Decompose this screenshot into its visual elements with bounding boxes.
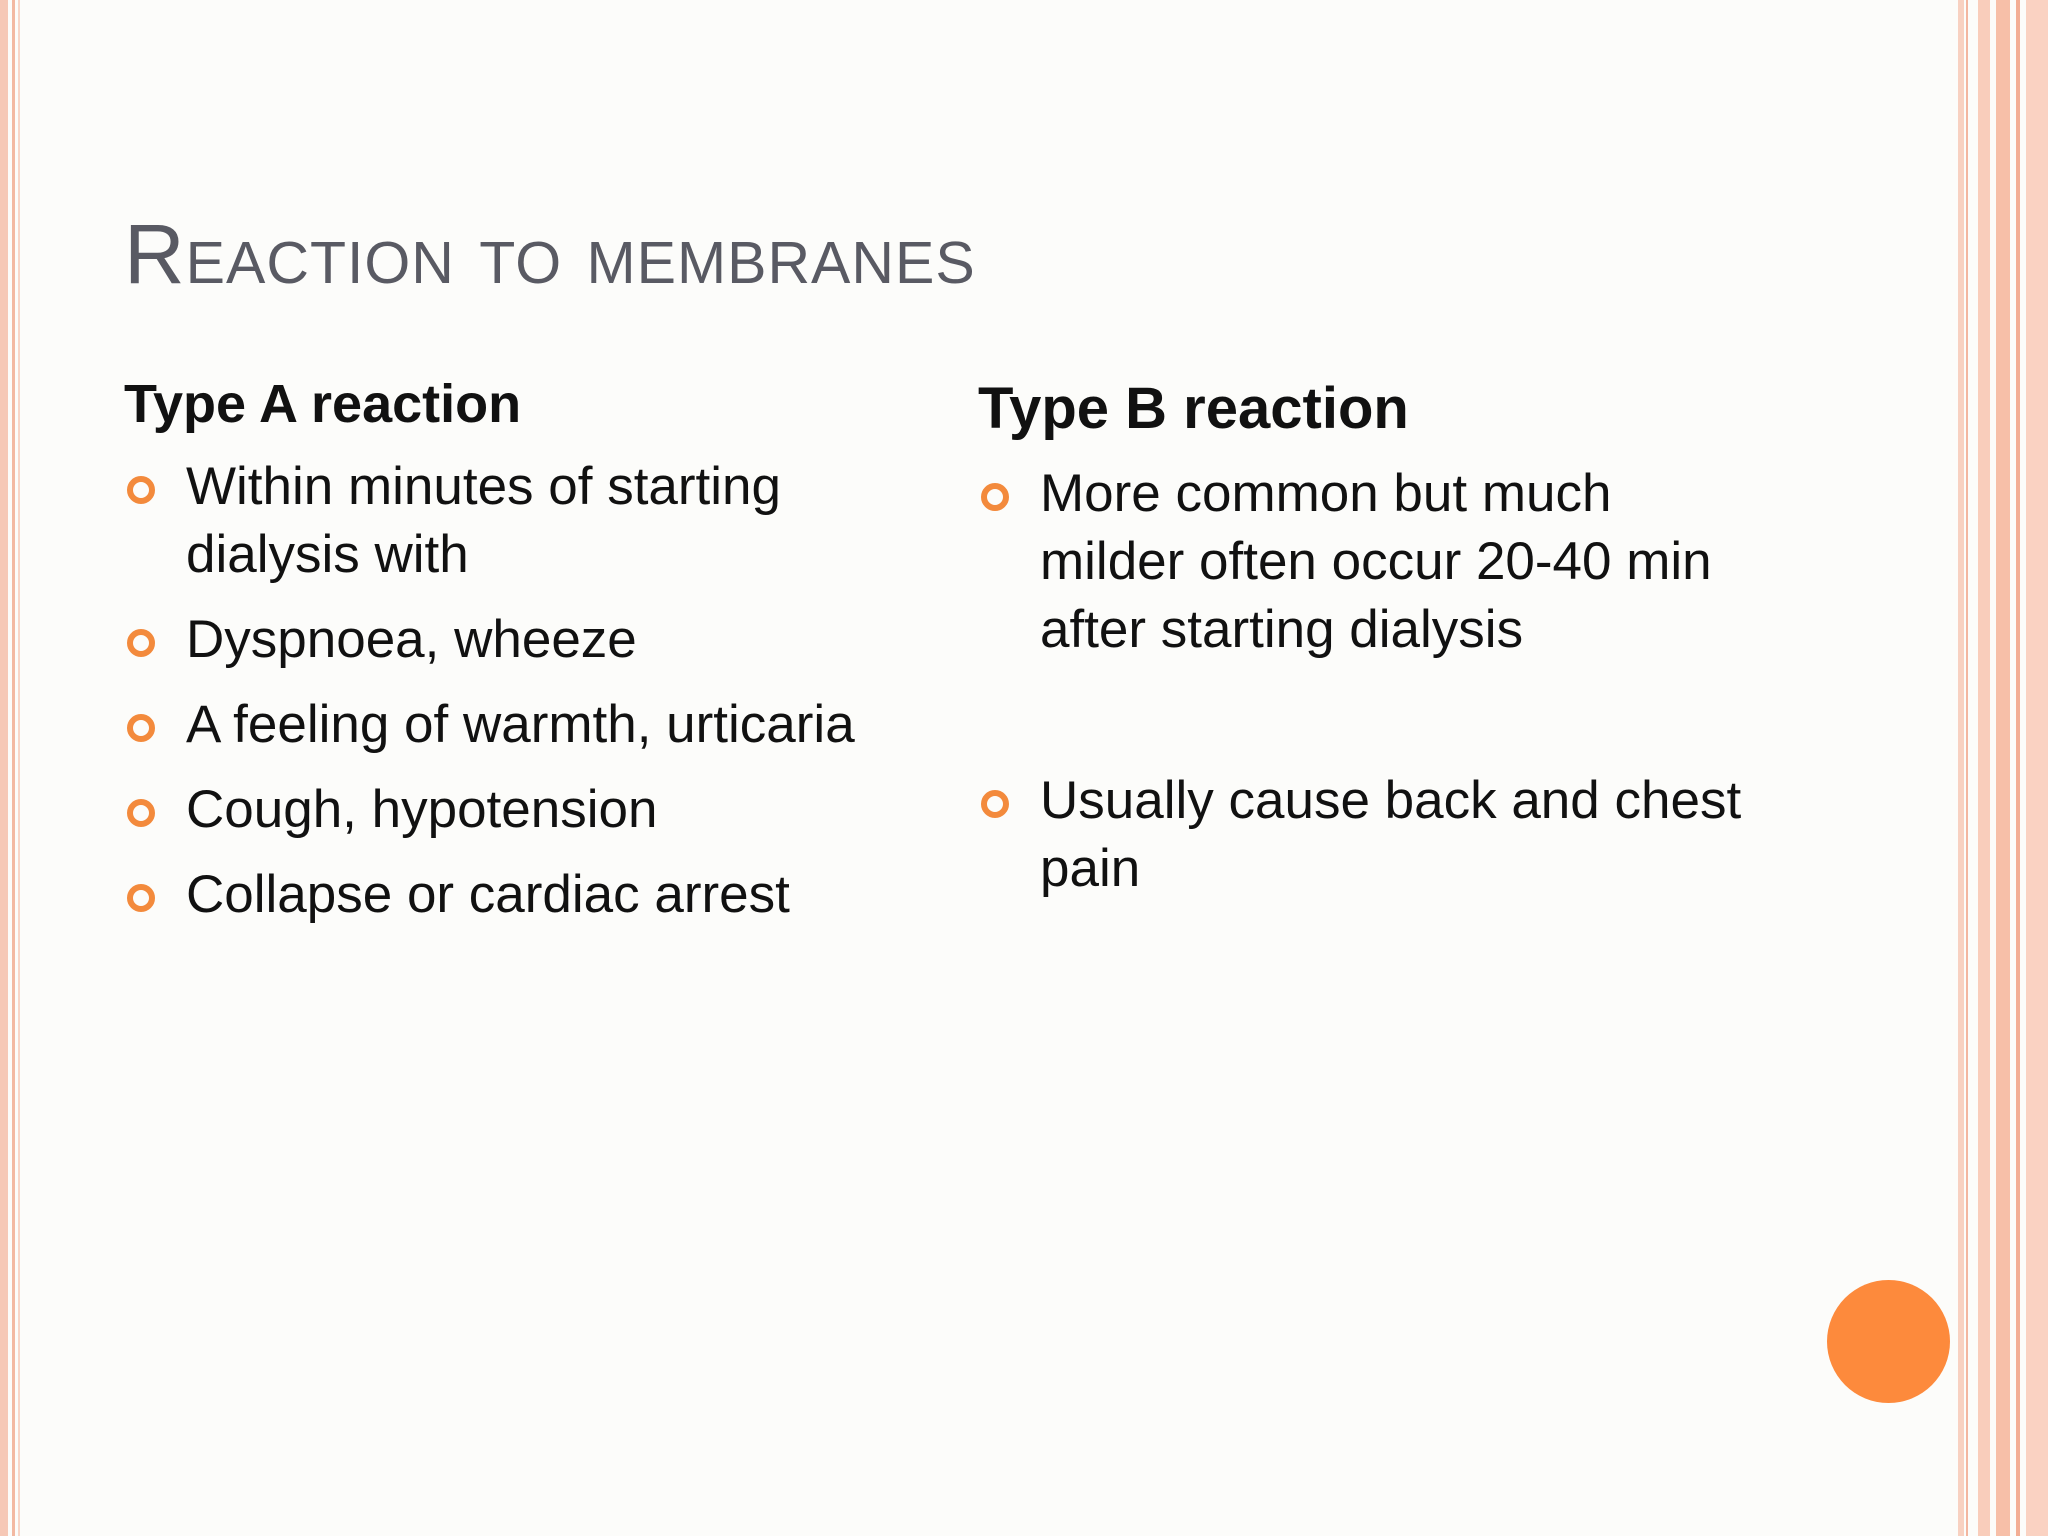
list-item-text: Dyspnoea, wheeze	[186, 609, 637, 669]
list-item	[124, 691, 884, 759]
hollow-circle-bullet-icon	[127, 799, 155, 827]
list-item	[124, 861, 884, 929]
list-item-text: More common but much milder often occur 20-40 min after starting dialysis	[1040, 463, 1712, 659]
hollow-circle-bullet-icon	[127, 714, 155, 742]
list-item-text: Cough, hypotension	[186, 779, 658, 839]
type-a-heading: Type A reaction	[124, 374, 522, 434]
list-item	[978, 460, 1758, 664]
list-item	[124, 606, 884, 674]
hollow-circle-bullet-icon	[981, 790, 1009, 818]
hollow-circle-bullet-icon	[127, 629, 155, 657]
right-border-stripe	[2016, 0, 2020, 1536]
orange-circle-icon	[1827, 1280, 1950, 1403]
left-border-stripe	[0, 0, 8, 1536]
list-item-text: Within minutes of starting dialysis with	[186, 456, 782, 584]
hollow-circle-bullet-icon	[981, 483, 1009, 511]
right-border-stripe	[1996, 0, 2010, 1536]
hollow-circle-bullet-icon	[127, 884, 155, 912]
right-border-stripe	[1978, 0, 1990, 1536]
slide-title: Reaction to membranes	[124, 207, 976, 301]
type-a-column	[124, 372, 884, 946]
right-border-stripe	[1966, 0, 1968, 1536]
left-border-stripe	[12, 0, 15, 1536]
hollow-circle-bullet-icon	[127, 476, 155, 504]
type-a-list	[124, 453, 884, 929]
list-item-text: Usually cause back and chest pain	[1040, 770, 1742, 898]
type-b-list	[978, 460, 1758, 903]
list-item-text: A feeling of warmth, urticaria	[186, 694, 855, 754]
right-border-stripe	[2026, 0, 2048, 1536]
list-item	[124, 453, 884, 589]
type-b-heading: Type B reaction	[978, 376, 1409, 441]
type-b-column	[978, 374, 1758, 903]
list-item-text: Collapse or cardiac arrest	[186, 864, 790, 924]
list-item	[124, 776, 884, 844]
left-border-stripe	[18, 0, 20, 1536]
list-item	[978, 767, 1758, 903]
right-border-stripe	[1958, 0, 1964, 1536]
